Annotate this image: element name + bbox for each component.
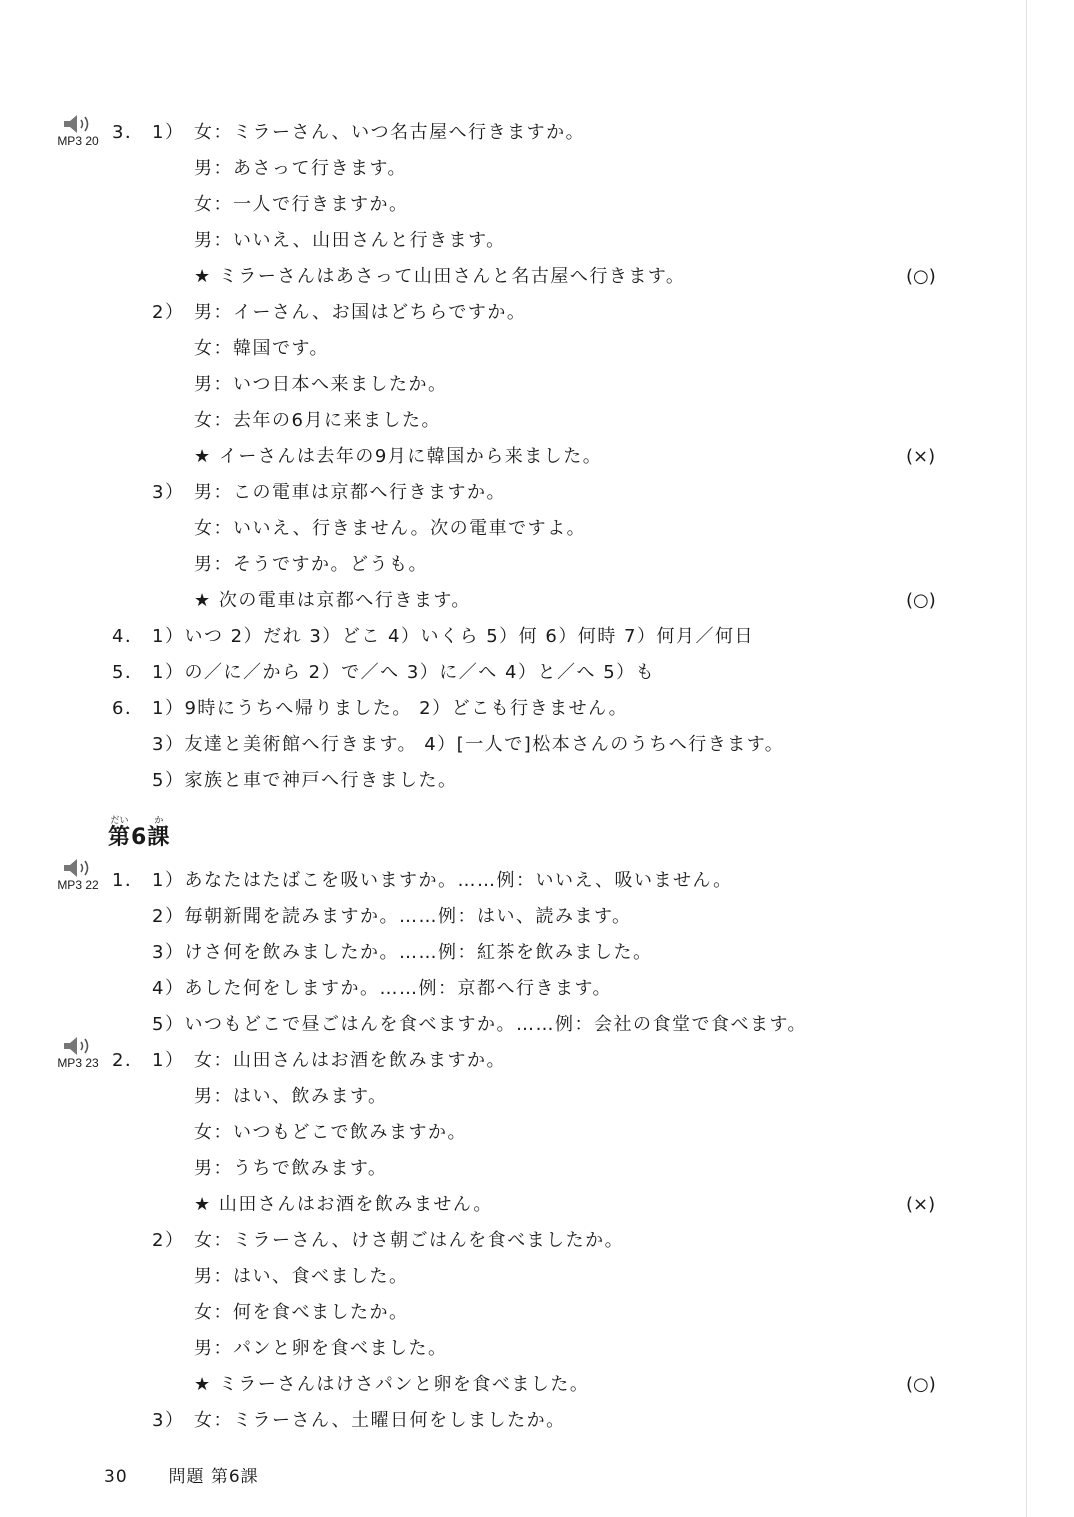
dialogue-line: 女：ミラーさん、けさ朝ごはんを食べましたか。 [194,1230,625,1251]
dialogue-line: 男：いいえ、山田さんと行きます。 [194,230,506,251]
line [0,1072,1020,1108]
line [0,1108,1020,1144]
section-number: 4． [112,626,145,647]
mp3-label: MP3 23 [57,1056,99,1070]
dialogue-line: 男：そうですか。どうも。 [194,554,428,575]
line [0,1396,1020,1432]
footer-title: 問題 第6課 [168,1467,259,1487]
line [0,720,1020,756]
dialogue-line: 女：ミラーさん、土曜日何をしましたか。 [194,1410,566,1431]
line [0,468,1020,504]
line [0,504,1020,540]
mp3-label: MP3 22 [57,878,99,892]
question-number: 1） [152,122,185,143]
statement: ★ ミラーさんはけさパンと卵を食べました。 [194,1374,590,1395]
dialogue-line: 女：何を食べましたか。 [194,1302,409,1323]
answer-line: 3）けさ何を飲みましたか。……例：紅茶を飲みました。 [152,942,653,963]
mp3-label: MP3 20 [57,134,99,148]
line [0,180,1020,216]
answer-line: 2）毎朝新聞を読みますか。……例：はい、読みます。 [152,906,632,927]
statement: ★ 次の電車は京都へ行きます。 [194,590,471,611]
question-number: 1） [152,1050,185,1071]
dialogue-line: 男：パンと卵を食べました。 [194,1338,448,1359]
line [0,216,1020,252]
dialogue-line: 女：いいえ、行きません。次の電車ですよ。 [194,518,587,539]
line [0,1180,1020,1216]
line [0,1252,1020,1288]
answer-line: 1）あなたはたばこを吸いますか。……例：いいえ、吸いません。 [152,870,733,891]
statement: ★ ミラーさんはあさって山田さんと名古屋へ行きます。 [194,266,686,287]
line [0,684,1020,720]
answer-mark: (○) [906,590,936,611]
line [0,144,1020,180]
question-number: 3） [152,1410,185,1431]
line [0,1000,1020,1036]
question-number: 2） [152,302,185,323]
page-edge [1026,0,1027,1517]
line [0,324,1020,360]
line [0,1288,1020,1324]
answer-line: 1）の／に／から 2）で／へ 3）に／へ 4）と／へ 5）も [152,662,656,683]
line [0,1036,1020,1072]
line [0,108,1020,144]
section-number: 6． [112,698,145,719]
answer-mark: (○) [906,266,936,287]
dialogue-line: 男：あさって行きます。 [194,158,408,179]
line [0,396,1020,432]
line [0,432,1020,468]
page-number: 30 [104,1467,128,1487]
line [0,648,1020,684]
statement: ★ イーさんは去年の9月に韓国から来ました。 [194,446,603,467]
dialogue-line: 男：はい、飲みます。 [194,1086,388,1107]
answer-line: 3）友達と美術館へ行きます。 4）[一人で]松本さんのうちへ行きます。 [152,734,785,755]
section-number: 1． [112,870,145,891]
line [0,1360,1020,1396]
dialogue-line: 男：この電車は京都へ行きますか。 [194,482,506,503]
line [0,540,1020,576]
dialogue-line: 女：去年の6月に来ました。 [194,410,441,431]
line [0,1216,1020,1252]
section-number: 5． [112,662,145,683]
dialogue-line: 女：山田さんはお酒を飲みますか。 [194,1050,506,1071]
section-number: 2． [112,1050,145,1071]
line [0,360,1020,396]
line [0,576,1020,612]
line [0,856,1020,892]
lesson-heading: 第だい6課か [108,816,171,850]
line [0,964,1020,1000]
line [0,756,1020,792]
question-number: 3） [152,482,185,503]
statement: ★ 山田さんはお酒を飲みません。 [194,1194,493,1215]
line [0,612,1020,648]
answer-line: 1）いつ 2）だれ 3）どこ 4）いくら 5）何 6）何時 7）何月／何日 [152,626,754,647]
dialogue-line: 女：いつもどこで飲みますか。 [194,1122,467,1143]
answer-line: 5）いつもどこで昼ごはんを食べますか。……例：会社の食堂で食べます。 [152,1014,808,1035]
answer-line: 1）9時にうちへ帰りました。 2）どこも行きません。 [152,698,629,719]
line [0,928,1020,964]
question-number: 2） [152,1230,185,1251]
dialogue-line: 男：はい、食べました。 [194,1266,409,1287]
answer-line: 4）あした何をしますか。……例：京都へ行きます。 [152,978,613,999]
dialogue-line: 女：一人で行きますか。 [194,194,409,215]
answer-line: 5）家族と車で神戸へ行きました。 [152,770,458,791]
line [0,252,1020,288]
dialogue-line: 男：いつ日本へ来ましたか。 [194,374,448,395]
line [0,288,1020,324]
dialogue-line: 男：うちで飲みます。 [194,1158,388,1179]
answer-mark: (×) [906,1194,936,1215]
line [0,1144,1020,1180]
section-number: 3． [112,122,145,143]
line [0,1324,1020,1360]
dialogue-line: 女：ミラーさん、いつ名古屋へ行きますか。 [194,122,586,143]
answer-mark: (○) [906,1374,936,1395]
page-footer [104,1462,259,1487]
answer-mark: (×) [906,446,936,467]
dialogue-line: 女：韓国です。 [194,338,330,359]
line [0,892,1020,928]
dialogue-line: 男：イーさん、お国はどちらですか。 [194,302,527,323]
